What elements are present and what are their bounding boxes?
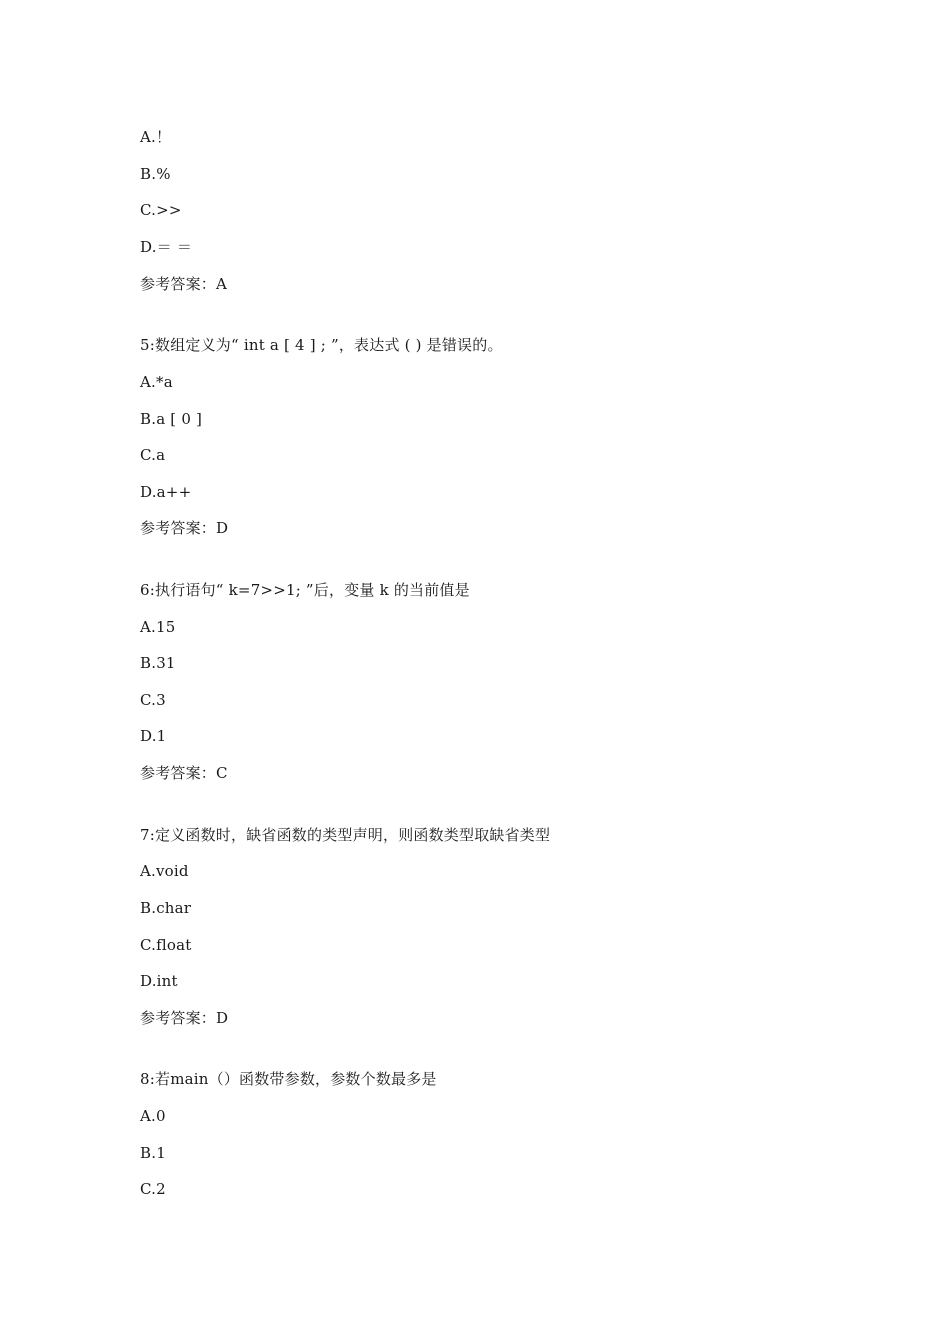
q5-option-d: D.a++ [140,483,192,501]
q7-question: 7:定义函数时，缺省函数的类型声明，则函数类型取缺省类型 [140,826,551,844]
q4-option-a: A.！ [140,128,172,146]
q7-option-d: D.int [140,972,178,990]
q8-option-b: B.1 [140,1144,166,1162]
q5-question: 5:数组定义为“ int a [ 4 ] ; ”，表达式 ( ) 是错误的。 [140,336,503,354]
q6-answer: 参考答案：C [140,764,228,782]
q5-option-c: C.a [140,446,166,464]
q8-question: 8:若main（）函数带参数，参数个数最多是 [140,1070,437,1088]
q7-option-b: B.char [140,899,192,917]
q6-option-d: D.1 [140,727,167,745]
q4-option-c: C.>> [140,201,182,219]
q8-option-c: C.2 [140,1180,166,1198]
q5-option-a: A.*a [140,373,173,391]
q6-question: 6:执行语句“ k=7>>1; ”后，变量 k 的当前值是 [140,581,470,599]
q4-answer: 参考答案：A [140,275,228,293]
q5-answer: 参考答案：D [140,519,229,537]
q4-option-d: D.＝ ＝ [140,238,193,256]
q6-option-a: A.15 [140,618,176,636]
q4-option-b: B.% [140,165,171,183]
q7-option-c: C.float [140,936,192,954]
q6-option-c: C.3 [140,691,166,709]
q8-option-a: A.0 [140,1107,166,1125]
q7-option-a: A.void [140,862,189,880]
q6-option-b: B.31 [140,654,176,672]
q5-option-b: B.a [ 0 ] [140,410,203,428]
q7-answer: 参考答案：D [140,1009,229,1027]
